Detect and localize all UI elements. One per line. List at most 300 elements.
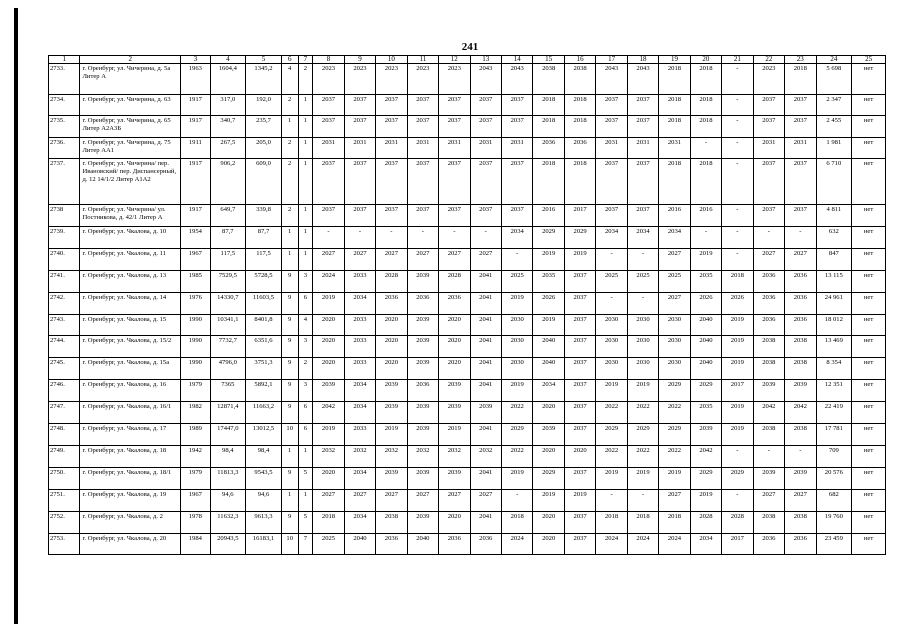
table-cell: 5728,5 [246, 271, 282, 293]
column-number: 23 [785, 56, 816, 64]
table-cell: 1990 [181, 315, 210, 336]
table-cell: 2020 [313, 315, 344, 336]
table-cell: 2037 [439, 205, 470, 227]
table-cell: 2040 [690, 358, 721, 380]
address-cell: г. Оренбург, ул. Чкалова, д. 18 [80, 446, 181, 468]
table-cell: - [596, 490, 627, 512]
row-number-cell: 2752. [49, 512, 80, 534]
table-cell: 2035 [690, 402, 721, 424]
table-cell: 2039 [407, 358, 438, 380]
table-cell: 2024 [596, 534, 627, 555]
table-cell: 2019 [596, 380, 627, 402]
table-cell: 2037 [501, 95, 532, 116]
table-cell: 2041 [470, 424, 501, 446]
table-cell: 10 [281, 424, 298, 446]
column-number: 25 [852, 56, 886, 64]
table-cell: 2022 [627, 402, 658, 424]
table-cell: 2027 [785, 490, 816, 512]
table-cell: 1 [298, 205, 313, 227]
table-cell: 1 [298, 490, 313, 512]
table-cell: 2037 [564, 358, 595, 380]
table-cell: 2018 [596, 512, 627, 534]
table-cell: 2018 [722, 271, 753, 293]
table-cell: 2037 [439, 159, 470, 205]
table-cell: 2037 [753, 159, 784, 205]
table-cell: 2041 [470, 315, 501, 336]
table-cell: 98,4 [246, 446, 282, 468]
table-cell: 267,5 [210, 138, 246, 159]
table-cell: нет [852, 490, 886, 512]
column-number: 4 [210, 56, 246, 64]
table-cell: 2018 [533, 116, 564, 138]
table-cell: 2041 [470, 358, 501, 380]
table-cell: 2036 [785, 271, 816, 293]
table-cell: 2038 [753, 336, 784, 358]
table-cell: 2019 [596, 468, 627, 490]
table-cell: 2019 [690, 249, 721, 271]
table-cell: 2037 [376, 116, 407, 138]
table-cell: 2029 [533, 468, 564, 490]
table-cell: 2019 [564, 490, 595, 512]
table-cell: 1982 [181, 402, 210, 424]
table-cell: 87,7 [210, 227, 246, 249]
table-cell: 2018 [659, 159, 690, 205]
table-cell: нет [852, 249, 886, 271]
column-number: 10 [376, 56, 407, 64]
column-number: 6 [281, 56, 298, 64]
table-cell: 2030 [659, 315, 690, 336]
table-cell: 2030 [596, 336, 627, 358]
housing-registry-table [48, 55, 886, 555]
table-cell: 1989 [181, 424, 210, 446]
table-cell: 2040 [690, 315, 721, 336]
table-cell: 9 [281, 271, 298, 293]
table-cell: 2030 [596, 358, 627, 380]
table-cell: 2 347 [816, 95, 852, 116]
table-cell: 2020 [313, 336, 344, 358]
table-cell: 2023 [313, 64, 344, 95]
table-cell: 2027 [407, 490, 438, 512]
table-cell: 2040 [690, 336, 721, 358]
table-cell: 2038 [785, 424, 816, 446]
table-cell: - [690, 227, 721, 249]
table-cell: 2034 [344, 468, 375, 490]
table-cell: 235,7 [246, 116, 282, 138]
table-cell: 2018 [564, 159, 595, 205]
table-cell: 2039 [376, 380, 407, 402]
table-cell: 2037 [785, 159, 816, 205]
table-cell: 2041 [470, 512, 501, 534]
table-cell: 16183,1 [246, 534, 282, 555]
table-cell: 2035 [533, 271, 564, 293]
table-cell: 2022 [659, 402, 690, 424]
column-number: 15 [533, 56, 564, 64]
table-cell: 2036 [376, 293, 407, 315]
table-cell: 2025 [627, 271, 658, 293]
table-cell: 3 [298, 336, 313, 358]
table-cell: 2027 [470, 490, 501, 512]
table-cell: 2032 [407, 446, 438, 468]
table-cell: 2040 [407, 534, 438, 555]
table-cell: 1 [298, 95, 313, 116]
column-number: 24 [816, 56, 852, 64]
table-cell: 1 [298, 227, 313, 249]
table-cell: 2036 [439, 534, 470, 555]
table-cell: 2027 [659, 490, 690, 512]
table-cell: 2037 [596, 205, 627, 227]
table-cell: 2043 [596, 64, 627, 95]
table-cell: - [344, 227, 375, 249]
table-cell: 2018 [659, 512, 690, 534]
table-cell: 2036 [753, 315, 784, 336]
table-cell: 12 351 [816, 380, 852, 402]
table-cell: 2022 [596, 402, 627, 424]
table-cell: 2033 [344, 315, 375, 336]
table-cell: 2019 [722, 336, 753, 358]
table-cell: 2 [281, 159, 298, 205]
table-cell: 2036 [439, 293, 470, 315]
table-cell: 6 [298, 402, 313, 424]
table-cell: 13 469 [816, 336, 852, 358]
table-cell: нет [852, 336, 886, 358]
table-cell: 2037 [501, 116, 532, 138]
table-row [49, 468, 886, 490]
table-cell: 6 [298, 293, 313, 315]
row-number-cell: 2750. [49, 468, 80, 490]
table-cell: 2034 [344, 512, 375, 534]
row-number-cell: 2749. [49, 446, 80, 468]
table-cell: 2039 [785, 468, 816, 490]
table-cell: 2020 [439, 315, 470, 336]
table-cell: 2037 [313, 116, 344, 138]
address-cell: г. Оренбург, ул. Чкалова, д. 17 [80, 424, 181, 446]
table-cell: 2036 [785, 315, 816, 336]
table-cell: 2025 [313, 534, 344, 555]
table-cell: 14330,7 [210, 293, 246, 315]
table-cell: 1 [281, 490, 298, 512]
table-cell: - [722, 249, 753, 271]
table-cell: 6 [298, 424, 313, 446]
table-cell: 2022 [501, 402, 532, 424]
table-cell: 2034 [690, 534, 721, 555]
table-cell: 2037 [344, 205, 375, 227]
table-cell: 2023 [439, 64, 470, 95]
table-cell: 2036 [407, 380, 438, 402]
table-row [49, 95, 886, 116]
table-cell: 2031 [596, 138, 627, 159]
table-cell: 1 [281, 116, 298, 138]
table-cell: 11603,5 [246, 293, 282, 315]
table-cell: - [627, 249, 658, 271]
table-cell: 2037 [753, 116, 784, 138]
table-cell: 2030 [627, 315, 658, 336]
column-number: 14 [501, 56, 532, 64]
table-cell: 2037 [564, 534, 595, 555]
row-number-cell: 2741. [49, 271, 80, 293]
table-cell: 2038 [533, 64, 564, 95]
row-number-cell: 2751. [49, 490, 80, 512]
table-cell: 2019 [722, 358, 753, 380]
table-cell: 1 [298, 446, 313, 468]
table-cell: 2023 [407, 64, 438, 95]
table-cell: - [722, 95, 753, 116]
table-cell: 2037 [564, 293, 595, 315]
table-cell: 2037 [376, 95, 407, 116]
table-cell: - [690, 138, 721, 159]
table-cell: 22 419 [816, 402, 852, 424]
table-cell: 2020 [439, 358, 470, 380]
table-cell: 2025 [659, 271, 690, 293]
table-cell: 2029 [690, 380, 721, 402]
table-cell: 2037 [407, 116, 438, 138]
table-cell: 2020 [376, 336, 407, 358]
table-cell: 2031 [439, 138, 470, 159]
table-cell: 17447,0 [210, 424, 246, 446]
table-cell: 2034 [501, 227, 532, 249]
table-cell: 2036 [407, 293, 438, 315]
table-cell: - [627, 293, 658, 315]
table-cell: 1 981 [816, 138, 852, 159]
table-cell: нет [852, 402, 886, 424]
table-cell: нет [852, 271, 886, 293]
table-cell: нет [852, 380, 886, 402]
table-cell: 7365 [210, 380, 246, 402]
table-cell: 2018 [533, 159, 564, 205]
scan-edge-bar [14, 8, 18, 624]
table-cell: 2041 [470, 293, 501, 315]
table-cell: нет [852, 64, 886, 95]
table-cell: 9 [281, 512, 298, 534]
address-cell: г. Оренбург, ул. Чичерина, д. 5а Литер А [80, 64, 181, 95]
table-row [49, 315, 886, 336]
table-cell: 1 [298, 138, 313, 159]
row-number-cell: 2735. [49, 116, 80, 138]
table-cell: 2029 [533, 227, 564, 249]
table-cell: нет [852, 138, 886, 159]
table-cell: 1976 [181, 293, 210, 315]
table-cell: 2031 [313, 138, 344, 159]
address-cell: г. Оренбург, ул. Чичерина, д. 75 Литер АА1 [80, 138, 181, 159]
table-cell: 2037 [313, 159, 344, 205]
table-cell: 2037 [627, 159, 658, 205]
table-cell: 2027 [376, 490, 407, 512]
column-number: 12 [439, 56, 470, 64]
table-cell: 1990 [181, 358, 210, 380]
address-cell: г. Оренбург, ул. Чкалова, д. 15/2 [80, 336, 181, 358]
table-cell: 2017 [564, 205, 595, 227]
table-cell: 2036 [753, 293, 784, 315]
table-cell: 2043 [470, 64, 501, 95]
table-cell: 87,7 [246, 227, 282, 249]
table-cell: 4 [281, 64, 298, 95]
table-cell: 2028 [690, 512, 721, 534]
table-cell: 340,7 [210, 116, 246, 138]
table-cell: 2024 [313, 271, 344, 293]
table-cell: 9 [281, 358, 298, 380]
table-cell: 2038 [376, 512, 407, 534]
column-number: 18 [627, 56, 658, 64]
table-cell: 2036 [470, 534, 501, 555]
row-number-cell: 2739. [49, 227, 80, 249]
table-cell: 2029 [596, 424, 627, 446]
table-cell: 2039 [376, 402, 407, 424]
table-cell: 2018 [627, 512, 658, 534]
table-cell: 2024 [501, 534, 532, 555]
table-cell: 2029 [501, 424, 532, 446]
table-cell: 117,5 [210, 249, 246, 271]
table-row [49, 336, 886, 358]
table-cell: 2019 [722, 424, 753, 446]
table-cell: 2037 [564, 315, 595, 336]
table-cell: 2037 [753, 205, 784, 227]
table-cell: - [722, 116, 753, 138]
column-number: 16 [564, 56, 595, 64]
row-number-cell: 2733. [49, 64, 80, 95]
table-cell: 2042 [753, 402, 784, 424]
table-cell: - [407, 227, 438, 249]
table-cell: 2031 [627, 138, 658, 159]
table-cell: 1917 [181, 205, 210, 227]
table-cell: 2034 [533, 380, 564, 402]
table-cell: 2020 [439, 512, 470, 534]
table-cell: 7 [298, 534, 313, 555]
table-cell: нет [852, 205, 886, 227]
table-cell: 2040 [533, 358, 564, 380]
address-cell: г. Оренбург, ул. Чкалова, д. 20 [80, 534, 181, 555]
table-cell: - [596, 293, 627, 315]
address-cell: г. Оренбург, ул. Чкалова, д. 18/1 [80, 468, 181, 490]
table-cell: 2019 [627, 468, 658, 490]
table-cell: 2018 [690, 64, 721, 95]
table-cell: 205,0 [246, 138, 282, 159]
address-cell: г. Оренбург, ул. Чкалова, д. 2 [80, 512, 181, 534]
table-cell: 2037 [407, 95, 438, 116]
table-cell: - [785, 227, 816, 249]
table-row [49, 293, 886, 315]
table-cell: 2037 [564, 336, 595, 358]
table-cell: нет [852, 446, 886, 468]
column-number: 13 [470, 56, 501, 64]
table-cell: 709 [816, 446, 852, 468]
table-cell: нет [852, 534, 886, 555]
table-cell: 2025 [596, 271, 627, 293]
table-cell: 1978 [181, 512, 210, 534]
column-number: 19 [659, 56, 690, 64]
table-cell: 2027 [376, 249, 407, 271]
table-cell: 2020 [564, 446, 595, 468]
table-cell: 847 [816, 249, 852, 271]
row-number-cell: 2747. [49, 402, 80, 424]
table-cell: 2037 [344, 95, 375, 116]
table-cell: нет [852, 358, 886, 380]
table-cell: 1 [281, 446, 298, 468]
table-cell: 2031 [785, 138, 816, 159]
table-cell: 2 [281, 95, 298, 116]
column-number: 22 [753, 56, 784, 64]
table-cell: 192,0 [246, 95, 282, 116]
table-cell: 2029 [627, 424, 658, 446]
table-cell: 2036 [533, 138, 564, 159]
table-cell: 2036 [564, 138, 595, 159]
table-cell: 10 [281, 534, 298, 555]
table-cell: 1911 [181, 138, 210, 159]
table-cell: 1985 [181, 271, 210, 293]
table-cell: нет [852, 512, 886, 534]
table-cell: 2037 [785, 116, 816, 138]
table-cell: 2032 [376, 446, 407, 468]
table-cell: 98,4 [210, 446, 246, 468]
table-cell: 2037 [470, 159, 501, 205]
table-cell: 2037 [564, 380, 595, 402]
table-cell: 8401,8 [246, 315, 282, 336]
address-cell: г. Оренбург, ул. Чичерина, д. 65 Литер А2А3Б [80, 116, 181, 138]
table-cell: 2037 [596, 95, 627, 116]
table-cell: 2041 [470, 380, 501, 402]
table-cell: 632 [816, 227, 852, 249]
table-cell: 2018 [785, 64, 816, 95]
table-cell: 2037 [596, 159, 627, 205]
column-number: 21 [722, 56, 753, 64]
table-cell: нет [852, 95, 886, 116]
table-cell: 6 710 [816, 159, 852, 205]
address-cell: г. Оренбург, ул. Чичерина/ пер. Ивановский/ пер. Диспансерный, д. 12 14/1/2 Литер А1А2 [80, 159, 181, 205]
table-cell: 2018 [659, 95, 690, 116]
table-cell: 23 459 [816, 534, 852, 555]
table-cell: 1942 [181, 446, 210, 468]
table-cell: 2035 [690, 271, 721, 293]
table-cell: 9 [281, 336, 298, 358]
row-number-cell: 2746. [49, 380, 80, 402]
table-cell: 2019 [501, 468, 532, 490]
table-cell: 2027 [659, 293, 690, 315]
table-cell: 2037 [564, 402, 595, 424]
table-cell: 4 [298, 315, 313, 336]
table-cell: 2024 [659, 534, 690, 555]
table-cell: 2034 [344, 402, 375, 424]
table-cell: - [753, 446, 784, 468]
table-cell: 9 [281, 315, 298, 336]
table-cell: 1967 [181, 249, 210, 271]
table-cell: 2027 [344, 490, 375, 512]
table-cell: 2039 [470, 402, 501, 424]
table-cell: 2026 [690, 293, 721, 315]
table-cell: 2018 [690, 159, 721, 205]
table-row [49, 534, 886, 555]
table-cell: 9613,3 [246, 512, 282, 534]
table-cell: 8 354 [816, 358, 852, 380]
table-cell: 2034 [344, 380, 375, 402]
table-cell: 2030 [501, 358, 532, 380]
row-number-cell: 2753. [49, 534, 80, 555]
address-cell: г. Оренбург, ул. Чкалова, д. 16/1 [80, 402, 181, 424]
column-number: 20 [690, 56, 721, 64]
table-cell: 9 [281, 468, 298, 490]
address-cell: г. Оренбург, ул. Чкалова, д. 11 [80, 249, 181, 271]
table-cell: 1 [281, 227, 298, 249]
table-cell: 2018 [659, 116, 690, 138]
row-number-cell: 2745. [49, 358, 80, 380]
table-cell: 2037 [376, 159, 407, 205]
table-row [49, 446, 886, 468]
table-row [49, 271, 886, 293]
table-cell: 2037 [376, 205, 407, 227]
table-cell: - [722, 159, 753, 205]
table-cell: 5892,1 [246, 380, 282, 402]
table-cell: нет [852, 227, 886, 249]
table-cell: 2020 [533, 446, 564, 468]
table-cell: 2037 [564, 512, 595, 534]
table-cell: 5 [298, 512, 313, 534]
